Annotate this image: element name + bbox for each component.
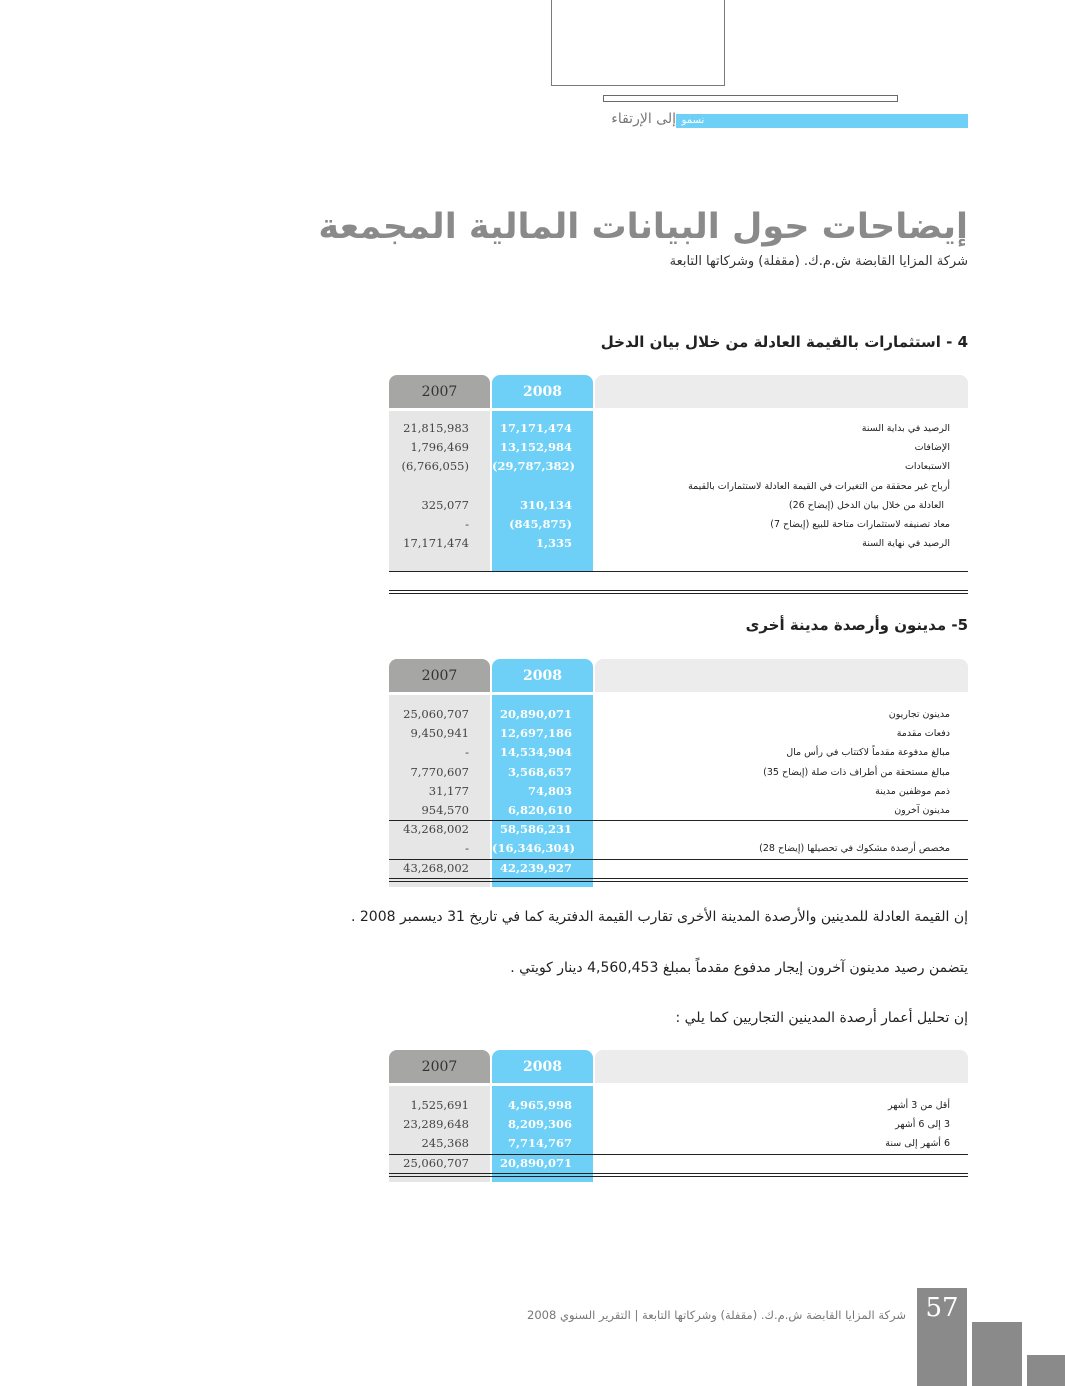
tagline-text: إلى الإرتقاء — [611, 111, 676, 127]
col-header-2007: 2007 — [389, 375, 490, 408]
paragraph-fair-value: إن القيمة العادلة للمدينين والأرصدة المدينة الأخرى تقارب القيمة الدفترية كما في تاريخ 31 ديسمبر 2008 . — [350, 909, 968, 925]
tagline-bar — [676, 114, 968, 128]
table-row: 9,450,941 12,697,186 دفعات مقدمة — [410, 726, 950, 741]
table-row: - (845,875) معاد تصنيفه لاستثمارات متاحة للبيع (إيضاح 7) — [465, 516, 950, 531]
table-row: 25,060,707 20,890,071 مدينون تجاريون — [403, 707, 950, 721]
col-header-description — [595, 1050, 968, 1083]
table-total-row: 43,268,002 42,239,927 — [403, 860, 572, 875]
table-row: أرباح غير محققة من التغيرات في القيمة العادلة لاستثمارات بالقيمة — [688, 480, 950, 492]
paragraph-aging-intro: إن تحليل أعمار أرصدة المدينين التجاريين كما يلي : — [675, 1010, 968, 1026]
col-header-2007: 2007 — [389, 659, 490, 692]
footer-decor-block — [1027, 1355, 1065, 1386]
col-header-2008: 2008 — [492, 659, 593, 692]
page-number: 57 — [925, 1293, 959, 1323]
table-row: 7,770,607 3,568,657 مبالغ مستحقة من أطراف ذات صلة (إيضاح 35) — [410, 764, 950, 779]
footer-text: شركة المزايا القابضة ش.م.ك. (مقفلة) وشركاتها التابعة | التقرير السنوي 2008 — [527, 1308, 906, 1322]
table-total-row: 17,171,474 1,335 الرصيد في نهاية السنة — [403, 536, 950, 551]
header-bar — [603, 95, 898, 102]
investments-table — [389, 375, 968, 571]
table-row: 954,570 6,820,610 مدينون آخرون — [421, 802, 950, 817]
table-row: (6,766,055) (29,787,382) الاستبعادات — [401, 459, 950, 474]
table-row: - (16,346,304) مخصص أرصدة مشكوك في تحصيلها (إيضاح 28) — [465, 841, 950, 856]
table-row: 1,796,469 13,152,984 الإضافات — [410, 440, 950, 455]
table-row: 23,289,648 8,209,306 3 إلى 6 أشهر — [403, 1117, 950, 1132]
section-4-heading: 4 - استثمارات بالقيمة العادلة من خلال بيان الدخل — [600, 333, 968, 351]
col-header-description — [595, 375, 968, 408]
table-subtotal-row: 43,268,002 58,586,231 — [403, 822, 572, 837]
table-row: - 14,534,904 مبالغ مدفوعة مقدماً لاكتتاب في رأس مال — [465, 745, 950, 760]
col-header-2007: 2007 — [389, 1050, 490, 1083]
page-subtitle: شركة المزايا القابضة ش.م.ك. (مقفلة) وشركاتها التابعة — [669, 254, 968, 269]
col-header-description — [595, 659, 968, 692]
table-row: 325,077 310,134 العادلة من خلال بيان الدخل (إيضاح 26) — [421, 497, 944, 512]
footer-decor-block — [972, 1322, 1022, 1386]
table-row: 245,368 7,714,767 6 أشهر إلى سنة — [421, 1136, 950, 1151]
col-header-2008: 2008 — [492, 375, 593, 408]
section-5-heading: 5- مدينون وأرصدة مدينة أخرى — [745, 616, 968, 634]
tagline-highlight: نسمو — [681, 115, 705, 126]
table-row: 31,177 74,803 ذمم موظفين مدينة — [428, 783, 950, 798]
col-header-2008: 2008 — [492, 1050, 593, 1083]
header-frame — [551, 0, 725, 86]
table-total-row: 25,060,707 20,890,071 — [403, 1155, 572, 1170]
receivables-table — [389, 659, 968, 887]
page-title: إيضاحات حول البيانات المالية المجمعة — [318, 207, 968, 247]
paragraph-prepaid-rent: يتضمن رصيد مدينون آخرون إيجار مدفوع مقدماً بمبلغ 4,560,453 دينار كويتي . — [510, 960, 968, 976]
aging-table — [389, 1050, 968, 1182]
table-row: 21,815,983 17,171,474 الرصيد في بداية السنة — [403, 421, 950, 435]
table-row: 1,525,691 4,965,998 أقل من 3 أشهر — [410, 1098, 950, 1112]
